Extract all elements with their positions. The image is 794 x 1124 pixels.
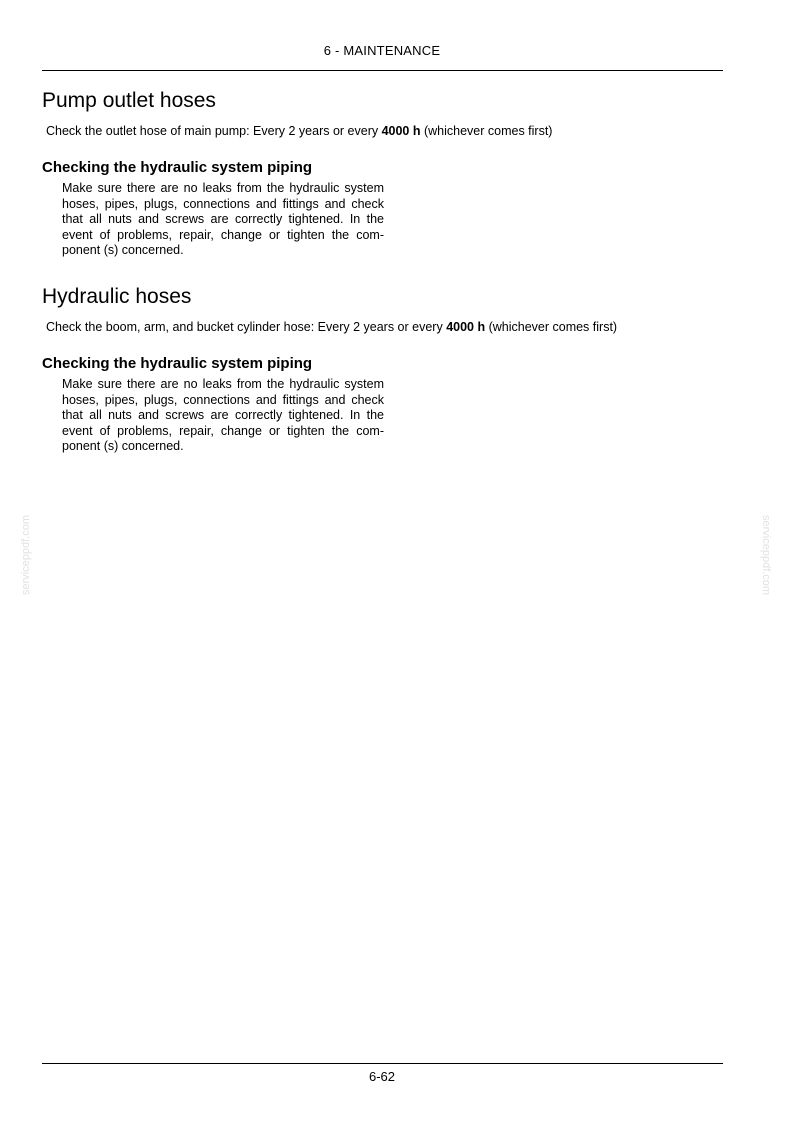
interval-hours: 4000 h <box>381 124 421 138</box>
page-number: 6-62 <box>368 1069 396 1084</box>
interval-hours: 4000 h <box>446 320 486 334</box>
procedure-text: Make sure there are no leaks from the hydraulic system hoses, pipes, plugs, connections and fittings and check that all nuts and screws are correctly tightened. In the event of problems, repair, change or tighten the com-ponent (s) concerned. <box>62 181 384 257</box>
section-title-hydraulic-hoses: Hydraulic hoses <box>42 285 192 308</box>
interval-text: Check the outlet hose of main pump: Every 2 years or every <box>46 124 382 138</box>
watermark-left: serviceppdf.com <box>20 515 32 596</box>
watermark-right: serviceppdf.com <box>760 515 772 596</box>
interval-suffix: (whichever comes first) <box>485 320 618 334</box>
procedure-text: Make sure there are no leaks from the hydraulic system hoses, pipes, plugs, connections and fittings and check that all nuts and screws are correctly tightened. In the event of problems, repair, change or tighten the com-ponent (s) concerned. <box>62 377 384 453</box>
interval-text: Check the boom, arm, and bucket cylinder hose: Every 2 years or every <box>46 320 447 334</box>
subsection-title-piping-check: Checking the hydraulic system piping <box>42 159 313 176</box>
page-header-title: 6 - MAINTENANCE <box>323 43 441 58</box>
header-divider <box>42 70 723 71</box>
subsection-title-piping-check: Checking the hydraulic system piping <box>42 355 313 372</box>
maintenance-interval-pump <box>46 124 552 138</box>
section-title-pump-outlet-hoses: Pump outlet hoses <box>42 89 216 112</box>
interval-suffix: (whichever comes first) <box>420 124 553 138</box>
footer-divider <box>42 1063 723 1064</box>
maintenance-interval-cylinders <box>46 320 617 334</box>
